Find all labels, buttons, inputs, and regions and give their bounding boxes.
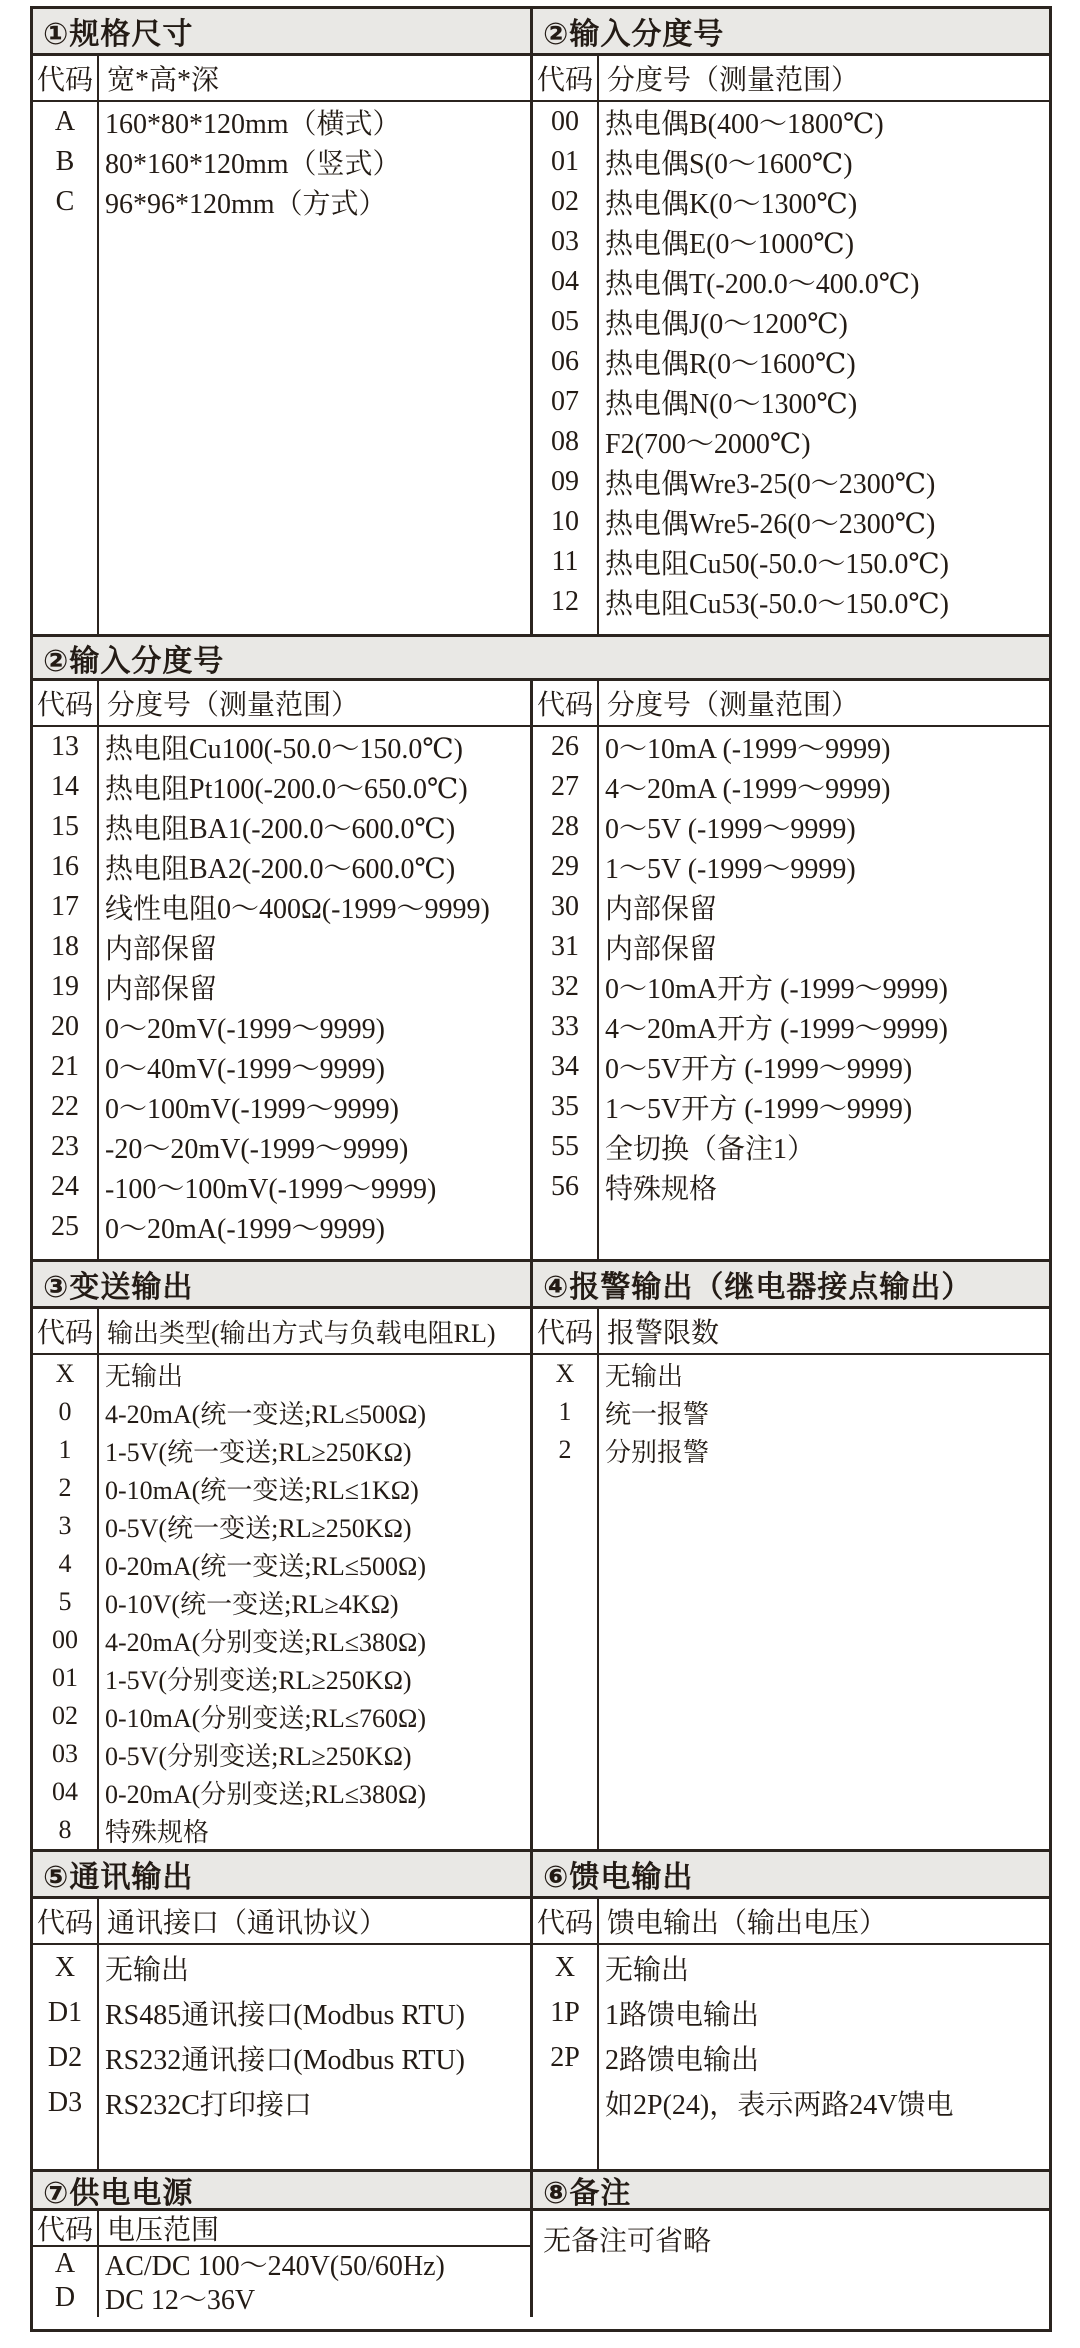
row-desc: 如2P(24)，表示两路24V馈电: [605, 2089, 954, 2121]
row-desc: 1-5V(统一变送;RL≥250KΩ): [105, 1437, 412, 1467]
row-code: 10: [551, 506, 579, 537]
table-row: [533, 847, 1049, 887]
row-code: 1: [58, 1435, 72, 1464]
column-header-row: [33, 56, 530, 102]
row-code: 15: [51, 811, 79, 842]
row-desc: 热电偶J(0～1200℃): [605, 309, 848, 340]
row-desc: 内部保留: [105, 934, 218, 965]
table-row: [533, 1007, 1049, 1047]
table-row: [533, 422, 1049, 462]
row-code: 35: [551, 1091, 579, 1122]
table-row: [533, 262, 1049, 302]
table-row: [33, 767, 530, 807]
table-row: [33, 1167, 530, 1207]
row-code: 11: [551, 546, 579, 577]
row-desc: 96*96*120mm（方式）: [105, 189, 387, 220]
row-desc: 热电阻BA1(-200.0～600.0℃): [105, 814, 456, 845]
block-spec-and-input: [33, 9, 1049, 634]
rows-input-index-00-12: [533, 102, 1049, 634]
table-row: [533, 542, 1049, 582]
table-row: [533, 2035, 1049, 2080]
row-desc: RS232通讯接口(Modbus RTU): [105, 2044, 466, 2076]
table-row: [33, 1990, 530, 2035]
row-desc: 分别报警: [605, 1437, 710, 1467]
table-row: [33, 1431, 530, 1469]
row-code: 14: [51, 771, 79, 802]
table-row: [33, 1945, 530, 1990]
table-row: [533, 1945, 1049, 1990]
row-code: 00: [52, 1625, 78, 1654]
table-row: [533, 1047, 1049, 1087]
row-desc: 0-10mA(分别变送;RL≤760Ω): [105, 1703, 427, 1733]
row-code: 30: [551, 891, 579, 922]
row-code: 31: [551, 931, 579, 962]
section-power-supply: [33, 2172, 533, 2317]
column-header-code: 代码: [33, 1899, 99, 1943]
column-divider: [97, 1945, 99, 2169]
row-desc: 热电阻Cu53(-50.0～150.0℃): [605, 589, 949, 620]
table-row: [33, 1469, 530, 1507]
row-code: 02: [52, 1701, 78, 1730]
row-code: 00: [551, 106, 579, 137]
row-desc: DC 12～36V: [105, 2285, 256, 2316]
row-desc: 0～10mA开方 (-1999～9999): [605, 974, 948, 1005]
table-row: [33, 2281, 530, 2315]
table-row: [533, 727, 1049, 767]
table-row: [533, 807, 1049, 847]
column-divider: [597, 1355, 599, 1849]
table-row: [33, 142, 530, 182]
column-divider: [97, 2247, 99, 2317]
table-row: [533, 1127, 1049, 1167]
row-code: A: [54, 106, 76, 137]
row-code: 16: [51, 851, 79, 882]
row-code: 18: [51, 931, 79, 962]
column-header-row: [33, 681, 530, 727]
section-alarm-output: [533, 1262, 1049, 1849]
row-desc: 特殊规格: [605, 1174, 718, 1205]
input-index-group-right: [533, 681, 1049, 1259]
row-desc: 热电阻Cu50(-50.0～150.0℃): [605, 549, 949, 580]
table-row: [33, 102, 530, 142]
row-code: 05: [551, 306, 579, 337]
table-row: [533, 927, 1049, 967]
block-comm-and-feed: [33, 1849, 1049, 2169]
spec-table: [30, 6, 1052, 2332]
row-desc: 0-20mA(分别变送;RL≤380Ω): [105, 1779, 427, 1809]
rows-spec-size: [33, 102, 530, 634]
row-code: 22: [51, 1091, 79, 1122]
row-desc: 热电偶Wre3-25(0～2300℃): [605, 469, 936, 500]
table-row: [33, 1621, 530, 1659]
row-code: 04: [52, 1777, 78, 1806]
row-code: 34: [551, 1051, 579, 1082]
row-desc: 内部保留: [605, 934, 718, 965]
table-row: [33, 1393, 530, 1431]
input-index-group-left: [33, 681, 533, 1259]
section-title-alarm-output: ④报警输出（继电器接点输出）: [533, 1262, 1049, 1309]
column-header-row: [33, 1899, 530, 1945]
row-desc: 80*160*120mm（竖式）: [105, 149, 401, 180]
rows-transmit-output: [33, 1355, 530, 1849]
row-desc: 无输出: [105, 1954, 190, 1986]
column-header-desc: 宽*高*深: [107, 65, 220, 96]
table-row: [33, 727, 530, 767]
row-desc: 4-20mA(统一变送;RL≤500Ω): [105, 1399, 427, 1429]
row-code: 04: [551, 266, 579, 297]
column-header-row: [533, 681, 1049, 727]
section-title-power-supply: ⑦供电电源: [33, 2172, 530, 2211]
table-row: [33, 807, 530, 847]
row-code: 01: [551, 146, 579, 177]
column-header-desc: 分度号（测量范围）: [607, 65, 860, 96]
row-desc: 1～5V开方 (-1999～9999): [605, 1094, 913, 1125]
column-header-code: 代码: [533, 1309, 599, 1353]
row-code: 20: [51, 1011, 79, 1042]
row-code: 03: [52, 1739, 78, 1768]
section-input-index-a: [533, 9, 1049, 634]
section-comm-output: [33, 1852, 533, 2169]
row-code: 03: [551, 226, 579, 257]
section-title-feed-output: ⑥馈电输出: [533, 1852, 1049, 1899]
rows-input-index-26-56: [533, 727, 1049, 1259]
table-row: [33, 1207, 530, 1247]
row-code: 07: [551, 386, 579, 417]
table-row: [33, 887, 530, 927]
row-desc: 0-20mA(统一变送;RL≤500Ω): [105, 1551, 427, 1581]
row-code: 2P: [550, 2041, 580, 2073]
section-transmit-output: [33, 1262, 533, 1849]
table-row: [533, 767, 1049, 807]
row-code: 08: [551, 426, 579, 457]
column-header-desc: 通讯接口（通讯协议）: [107, 1908, 388, 1939]
column-divider: [97, 727, 99, 1259]
table-row: [33, 1047, 530, 1087]
remark-note: 无备注可省略: [543, 2226, 712, 2257]
row-code: D1: [47, 1996, 83, 2028]
row-desc: 0-10mA(统一变送;RL≤1KΩ): [105, 1475, 419, 1505]
row-code: 06: [551, 346, 579, 377]
column-header-row: [533, 56, 1049, 102]
column-divider: [597, 102, 599, 634]
table-row: [33, 1355, 530, 1393]
table-row: [533, 102, 1049, 142]
row-desc: 无输出: [105, 1361, 184, 1391]
column-header-desc: 输出类型(输出方式与负载电阻RL): [107, 1318, 496, 1348]
section-title-transmit-output: ③变送输出: [33, 1262, 530, 1309]
row-code: X: [54, 1951, 76, 1983]
column-header-code: 代码: [33, 1309, 99, 1353]
row-desc: F2(700～2000℃): [605, 429, 811, 460]
row-desc: RS232C打印接口: [105, 2089, 312, 2121]
table-row: [33, 847, 530, 887]
rows-power-supply: [33, 2247, 530, 2317]
table-row: [533, 1167, 1049, 1207]
row-desc: 无输出: [605, 1361, 684, 1391]
row-code: X: [55, 1359, 75, 1388]
table-row: [33, 967, 530, 1007]
column-header-desc: 分度号（测量范围）: [107, 690, 360, 721]
row-code: 8: [58, 1815, 72, 1844]
row-code: 2: [58, 1473, 72, 1502]
section-remark: [533, 2172, 1049, 2317]
column-header-code: 代码: [533, 56, 599, 100]
row-code: 4: [58, 1549, 72, 1578]
table-row: [33, 1811, 530, 1849]
table-row: [33, 1583, 530, 1621]
row-desc: 热电阻BA2(-200.0～600.0℃): [105, 854, 456, 885]
row-code: 26: [551, 731, 579, 762]
row-code: 28: [551, 811, 579, 842]
row-code: 32: [551, 971, 579, 1002]
column-divider: [597, 1945, 599, 2169]
row-desc: 4～20mA (-1999～9999): [605, 774, 891, 805]
column-header-row: [33, 2211, 530, 2247]
table-row: [533, 462, 1049, 502]
table-row: [533, 967, 1049, 1007]
row-desc: 特殊规格: [105, 1817, 210, 1847]
table-row: [33, 1659, 530, 1697]
table-row: [33, 1007, 530, 1047]
table-row: [533, 182, 1049, 222]
row-desc: 统一报警: [605, 1399, 710, 1429]
column-header-code: 代码: [533, 1899, 599, 1943]
table-row: [33, 1773, 530, 1811]
section-spec-size: [33, 9, 533, 634]
column-divider: [97, 102, 99, 634]
row-desc: 4-20mA(分别变送;RL≤380Ω): [105, 1627, 427, 1657]
row-code: C: [55, 186, 75, 217]
table-row: [33, 927, 530, 967]
row-code: 19: [51, 971, 79, 1002]
column-header-row: [533, 1899, 1049, 1945]
row-desc: 0～40mV(-1999～9999): [105, 1054, 385, 1085]
row-desc: RS485通讯接口(Modbus RTU): [105, 1999, 466, 2031]
table-row: [33, 2080, 530, 2125]
column-header-desc: 馈电输出（输出电压）: [607, 1908, 888, 1939]
row-code: 21: [51, 1051, 79, 1082]
row-desc: 2路馈电输出: [605, 2044, 760, 2076]
column-header-desc: 分度号（测量范围）: [607, 690, 860, 721]
table-row: [533, 887, 1049, 927]
row-desc: 热电偶Wre5-26(0～2300℃): [605, 509, 936, 540]
row-code: 12: [551, 586, 579, 617]
row-desc: -100～100mV(-1999～9999): [105, 1174, 437, 1205]
table-row: [33, 1127, 530, 1167]
row-desc: 内部保留: [105, 974, 218, 1005]
row-desc: 全切换（备注1）: [605, 1134, 816, 1165]
table-row: [33, 2247, 530, 2281]
row-code: 23: [51, 1131, 79, 1162]
row-code: 0: [58, 1397, 72, 1426]
row-code: 1: [558, 1397, 572, 1426]
row-desc: 1～5V (-1999～9999): [605, 854, 856, 885]
table-row: [533, 582, 1049, 622]
row-code: D3: [47, 2086, 83, 2118]
row-desc: AC/DC 100～240V(50/60Hz): [105, 2251, 445, 2282]
section-title-comm-output: ⑤通讯输出: [33, 1852, 530, 1899]
row-code: 29: [551, 851, 579, 882]
row-desc: 无输出: [605, 1954, 690, 1986]
row-desc: 热电偶T(-200.0～400.0℃): [605, 269, 920, 300]
row-desc: 160*80*120mm（横式）: [105, 109, 401, 140]
row-desc: -20～20mV(-1999～9999): [105, 1134, 409, 1165]
row-desc: 0～20mA(-1999～9999): [105, 1214, 385, 1245]
section-feed-output: [533, 1852, 1049, 2169]
row-code: 24: [51, 1171, 79, 1202]
section-title-remark: ⑧备注: [533, 2172, 1049, 2211]
row-code: 27: [551, 771, 579, 802]
table-row: [533, 342, 1049, 382]
column-header-code: 代码: [33, 2211, 99, 2245]
row-code: 13: [51, 731, 79, 762]
row-code: 01: [52, 1663, 78, 1692]
block-input-continued: [33, 634, 1049, 1259]
row-desc: 热电阻Pt100(-200.0～650.0℃): [105, 774, 468, 805]
table-row: [33, 1697, 530, 1735]
row-desc: 1路馈电输出: [605, 1999, 760, 2031]
row-desc: 热电偶B(400～1800℃): [605, 109, 884, 140]
row-desc: 0-5V(统一变送;RL≥250KΩ): [105, 1513, 412, 1543]
row-code: 55: [551, 1131, 579, 1162]
row-code: B: [55, 146, 75, 177]
row-desc: 0～5V开方 (-1999～9999): [605, 1054, 913, 1085]
table-row: [33, 1735, 530, 1773]
rows-alarm-output: [533, 1355, 1049, 1849]
column-header-code: 代码: [33, 681, 99, 725]
table-row: [33, 1087, 530, 1127]
table-row: [533, 1990, 1049, 2035]
row-desc: 热电偶K(0～1300℃): [605, 189, 858, 220]
table-row: [33, 182, 530, 222]
table-row: [533, 1355, 1049, 1393]
table-row: [33, 1507, 530, 1545]
row-desc: 热电偶E(0～1000℃): [605, 229, 855, 260]
column-header-desc: 电压范围: [107, 2215, 220, 2246]
row-code: 1P: [550, 1996, 580, 2028]
row-code: X: [555, 1359, 575, 1388]
row-code: 33: [551, 1011, 579, 1042]
table-row: [533, 222, 1049, 262]
column-divider: [597, 727, 599, 1259]
table-row: [533, 2080, 1049, 2125]
column-divider: [97, 1355, 99, 1849]
table-row: [33, 2035, 530, 2080]
row-code: 3: [58, 1511, 72, 1540]
table-row: [533, 1431, 1049, 1469]
table-row: [533, 382, 1049, 422]
row-desc: 0～20mV(-1999～9999): [105, 1014, 385, 1045]
row-code: 02: [551, 186, 579, 217]
rows-comm-output: [33, 1945, 530, 2169]
row-code: 09: [551, 466, 579, 497]
section-title-input-index: ②输入分度号: [533, 9, 1049, 56]
row-desc: 热电偶N(0～1300℃): [605, 389, 858, 420]
section-title-spec-size: ①规格尺寸: [33, 9, 530, 56]
rows-feed-output: [533, 1945, 1049, 2169]
row-desc: 0-10V(统一变送;RL≥4KΩ): [105, 1589, 399, 1619]
input-index-groups: [33, 681, 1049, 1259]
block-transmit-and-alarm: [33, 1259, 1049, 1849]
row-code: D: [54, 2282, 76, 2313]
row-desc: 线性电阻0～400Ω(-1999～9999): [105, 894, 490, 925]
row-code: A: [54, 2248, 76, 2279]
rows-input-index-13-25: [33, 727, 530, 1259]
row-code: 25: [51, 1211, 79, 1242]
block-power-and-remark: [33, 2169, 1049, 2317]
table-row: [533, 302, 1049, 342]
row-code: X: [554, 1951, 576, 1983]
table-row: [533, 502, 1049, 542]
row-desc: 0～5V (-1999～9999): [605, 814, 856, 845]
row-desc: 0～100mV(-1999～9999): [105, 1094, 399, 1125]
row-desc: 4～20mA开方 (-1999～9999): [605, 1014, 948, 1045]
column-header-desc: 报警限数: [607, 1318, 720, 1349]
section-title-input-index-2: ②输入分度号: [33, 637, 1049, 681]
row-code: 2: [558, 1435, 572, 1464]
table-row: [533, 142, 1049, 182]
row-desc: 热电阻Cu100(-50.0～150.0℃): [105, 734, 463, 765]
table-row: [33, 1545, 530, 1583]
row-desc: 1-5V(分别变送;RL≥250KΩ): [105, 1665, 412, 1695]
row-desc: 内部保留: [605, 894, 718, 925]
row-desc: 热电偶R(0～1600℃): [605, 349, 856, 380]
column-header-row: [533, 1309, 1049, 1355]
row-code: 56: [551, 1171, 579, 1202]
column-header-code: 代码: [533, 681, 599, 725]
column-header-code: 代码: [33, 56, 99, 100]
row-code: 5: [58, 1587, 72, 1616]
row-desc: 0～10mA (-1999～9999): [605, 734, 891, 765]
row-desc: 0-5V(分别变送;RL≥250KΩ): [105, 1741, 412, 1771]
row-code: 17: [51, 891, 79, 922]
column-header-row: [33, 1309, 530, 1355]
table-row: [533, 1393, 1049, 1431]
table-row: [533, 1087, 1049, 1127]
row-code: D2: [47, 2041, 83, 2073]
row-desc: 热电偶S(0～1600℃): [605, 149, 853, 180]
